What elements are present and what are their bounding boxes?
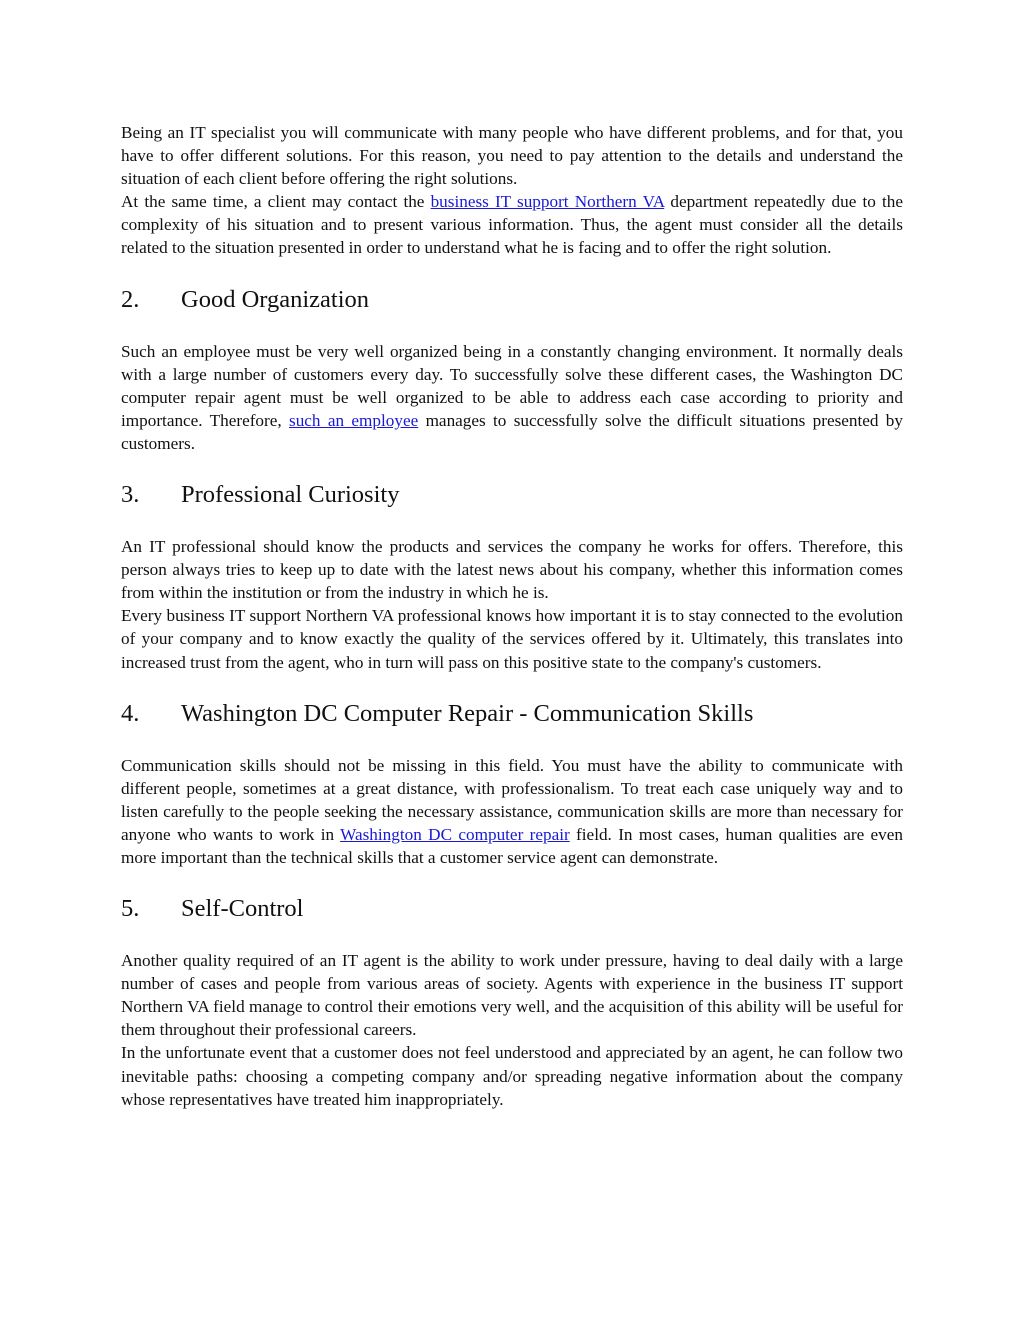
section-5-paragraph-1: Another quality required of an IT agent is the ability to work under pressure, having to deal daily with a large number of cases and people from various areas of society. Agents with experience in the business IT support Northern VA field manage to control their emotions very well, and the acquisition of this ability will be useful for them throughout their professional careers. xyxy=(121,951,903,1040)
section-2-text-before: Such an employee must be very well organized being in a constantly changing environment. It normally deals with a large number of customers every day. To successfully solve these different cases, the Washington DC computer repair agent must be well organized to be able to address each case according to priority and importance. Therefore, xyxy=(121,341,903,430)
washington-dc-computer-repair-link[interactable]: Washington DC computer repair xyxy=(340,824,570,844)
business-it-support-link[interactable]: business IT support Northern VA xyxy=(430,192,665,212)
section-3-paragraph-1: An IT professional should know the products and services the company he works for offers. Therefore, this person always tries to keep up to date with the latest news about his company, whether this information comes from within the institution or from the industry in which he is. xyxy=(121,537,903,603)
such-an-employee-link[interactable]: such an employee xyxy=(289,410,419,430)
section-3-paragraph-2: Every business IT support Northern VA professional knows how important it is to stay connected to the evolution of your company and to know exactly the quality of the services offered by it. Ultimately, this translates into increased trust from the agent, who in turn will pass on this positive state to the company's customers. xyxy=(121,606,903,672)
intro-paragraph-2-text-after: department repeatedly due to the complexity of his situation and to present various information. Thus, the agent must consider all the details related to the situation presented in order to understand what he is facing and to offer the right solution. xyxy=(121,192,903,258)
section-4-number: 4. xyxy=(121,699,140,727)
intro-paragraph-2 xyxy=(121,190,903,259)
section-3-number: 3. xyxy=(121,481,140,509)
section-5-number: 5. xyxy=(121,895,140,923)
section-4-text-before: Communication skills should not be missing in this field. You must have the ability to communicate with different people, sometimes at a great distance, with professionalism. To treat each case uniquely way and to listen carefully to the people seeking the necessary assistance, communication skills are more than necessary for anyone who wants to work in xyxy=(121,755,903,844)
section-5-title: Self-Control xyxy=(181,895,304,923)
section-3-title: Professional Curiosity xyxy=(181,481,400,509)
section-2-paragraph-1 xyxy=(121,340,903,455)
intro-paragraph-1: Being an IT specialist you will communicate with many people who have different problems, and for that, you have to offer different solutions. For this reason, you need to pay attention to the details and understand the situation of each client before offering the right solutions. xyxy=(121,123,903,189)
section-4-paragraph-1 xyxy=(121,754,903,869)
section-2-heading xyxy=(121,285,903,315)
section-5-heading xyxy=(121,894,903,924)
section-2-text-after: manages to successfully solve the difficult situations presented by customers. xyxy=(121,410,903,453)
section-2-title: Good Organization xyxy=(181,285,370,313)
section-2-number: 2. xyxy=(121,285,140,313)
section-4-text-after: field. In most cases, human qualities are even more important than the technical skills that a customer service agent can demonstrate. xyxy=(121,824,903,867)
section-4-title: Washington DC Computer Repair - Communication Skills xyxy=(181,699,754,727)
section-3-heading xyxy=(121,480,903,510)
section-5-paragraph-2: In the unfortunate event that a customer does not feel understood and appreciated by an agent, he can follow two inevitable paths: choosing a competing company and/or spreading negative information about the company whose representatives have treated him inappropriately. xyxy=(121,1043,903,1109)
document-content xyxy=(121,121,903,1111)
intro-paragraph-2-text-before: At the same time, a client may contact the xyxy=(121,192,431,212)
section-4-heading xyxy=(121,699,903,729)
